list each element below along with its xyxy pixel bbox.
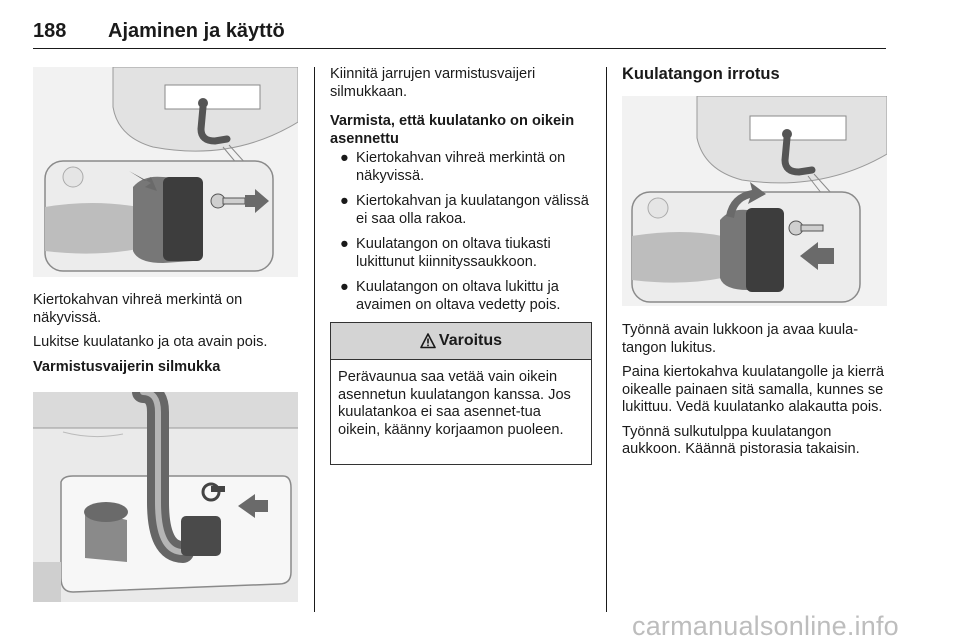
bullet-icon: ●: [340, 236, 349, 252]
bullet-icon: ●: [340, 193, 349, 209]
column-divider-left: [314, 67, 315, 612]
bullet-icon: ●: [340, 150, 349, 166]
warning-triangle-icon: [420, 333, 436, 349]
header-rule: [33, 48, 886, 49]
list-item: ● Kuulatangon on oltava lukittu ja avaimen on oltava vedetty pois.: [340, 279, 561, 313]
middle-paragraph-1: Kiinnitä jarrujen varmistusvaijeri silmukkaan.: [330, 66, 536, 100]
check-heading: Varmista, että kuulatanko on oikein asennettu: [330, 113, 575, 147]
left-subheading: Varmistusvaijerin silmukka: [33, 358, 221, 375]
page-title: Ajaminen ja käyttö: [108, 20, 285, 42]
left-paragraph-1: Kiertokahvan vihreä merkintä on näkyvissä.: [33, 292, 243, 326]
illustration-safety-cable-loop: [33, 392, 298, 602]
right-paragraph-3: Työnnä sulkutulppa kuulatangon aukkoon. Käännä pistorasia takaisin.: [622, 423, 860, 457]
warning-title: Varoitus: [438, 332, 503, 349]
watermark: carmanualsonline.info: [632, 611, 899, 641]
illustration-ball-bar-removal: [622, 96, 887, 306]
list-item: ● Kuulatangon on oltava tiukasti lukittunut kiinnityssaukkoon.: [340, 236, 551, 270]
list-item: ● Kiertokahvan vihreä merkintä on näkyvissä.: [340, 150, 566, 184]
middle-text-block: [330, 66, 592, 322]
warning-header: [331, 323, 591, 360]
illustration-key-removal: [33, 67, 298, 277]
right-paragraph-1: Työnnä avain lukkoon ja avaa kuula-tangon lukitus.: [622, 322, 859, 356]
check-list: [330, 150, 592, 314]
page-number: 188: [33, 20, 67, 42]
column-divider-right: [606, 67, 607, 612]
right-paragraph-2: Paina kiertokahva kuulatangolle ja kierrä oikealle painaen sitä samalla, kunnes se lukittuu. Vedä kuulatanko alakautta pois.: [622, 364, 885, 415]
left-paragraph-2: Lukitse kuulatanko ja ota avain pois.: [33, 334, 268, 350]
warning-box: [330, 322, 592, 465]
right-text-block: [622, 322, 890, 459]
left-text-block: [33, 292, 298, 376]
bullet-icon: ●: [340, 279, 349, 295]
list-item: ● Kiertokahvan ja kuulatangon välissä ei saa olla rakoa.: [340, 193, 589, 227]
warning-text: Perävaunua saa vetää vain oikein asennetun kuulatangon kanssa. Jos kuulatankoa ei saa asennet-tua oikein, käänny korjaamon puoleen.: [338, 369, 571, 438]
right-heading: Kuulatangon irrotus: [622, 65, 780, 83]
